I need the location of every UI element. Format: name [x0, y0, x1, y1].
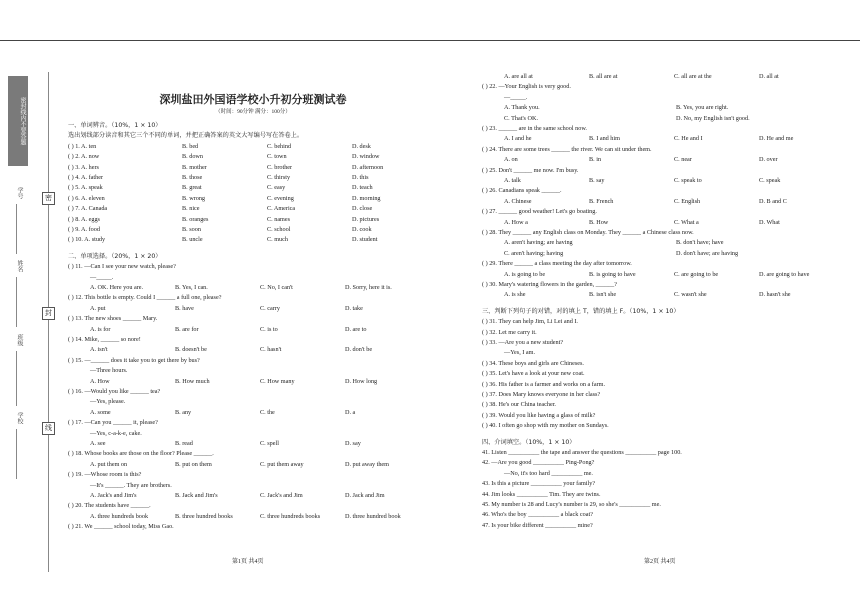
question-stem: ( ) 15. —______ does it take you to get there by bus?: [68, 356, 200, 364]
option-row: A. OK. Here you are. B. Yes, I can. C. No, I can't D. Sorry, here it is.: [90, 283, 392, 291]
seal-mark: 密: [42, 192, 55, 205]
list-item: ( ) 37. Does Mary knows everyone in her class?: [482, 391, 601, 398]
question-line: —Yes, please.: [90, 398, 126, 406]
seal-mark: 封: [42, 307, 55, 320]
option-row: A. put them on B. put on them C. put them away D. put away them: [90, 460, 389, 468]
phonics-list: [68, 142, 438, 246]
question-stem: ( ) 21. We ______ school today, Miss Gao.: [68, 523, 174, 531]
question-line: —Three hours.: [90, 367, 128, 375]
question-stem: ( ) 16. —Would you like ______ tea?: [68, 387, 161, 395]
no-answer-badge: 密封线内不要答题: [8, 76, 28, 166]
field-line: [16, 204, 17, 254]
question-stem: ( ) 23. ______ are in the same school now.: [482, 124, 587, 132]
option-row: A. on B. in C. near D. over: [504, 156, 778, 164]
preposition-list: [482, 448, 852, 531]
question-stem: ( ) 26. Canadians speak ______.: [482, 187, 562, 195]
option-row: A. some B. any C. the D. a: [90, 408, 356, 416]
list-item: 45. My number is 28 and Lucy's number is 29, so she's __________ me.: [482, 501, 661, 509]
page-2: [482, 72, 852, 531]
field-line: [16, 429, 17, 479]
section-instruction: 选出划线部分读音和其它三个不同的单词，并把正确答案的英文大写编号写在答卷上。: [68, 132, 304, 140]
field-name: 姓名: [16, 260, 23, 272]
question-stem: ( ) 28. They ______ any English class on Monday. They ______ a Chinese class now.: [482, 228, 694, 236]
question-stem: ( ) 30. Mary's watering flowers in the garden, ______?: [482, 280, 617, 288]
exam-title: 深圳盐田外国语学校小升初分班测试卷: [159, 93, 347, 106]
option-row: A. is for B. are for C. is to D. are to: [90, 325, 367, 333]
list-item: ( ) 40. I often go shop with my mother on Sundays.: [482, 422, 609, 430]
list-item: ( ) 32. Let me carry it.: [482, 328, 537, 336]
question-stem: ( ) 17. —Can you ______ it, please?: [68, 419, 158, 427]
option-row: A. Jack's and Jim's B. Jack and Jim's C. Jack's and Jim D. Jack and Jim: [90, 491, 385, 499]
choice-list: [68, 262, 438, 532]
question-row: ( ) 5. A. speak B. great C. easy D. teach: [68, 184, 373, 192]
question-line: —_____.: [504, 93, 528, 101]
option-row: C. aren't having; having D. don't have; are having: [504, 249, 739, 257]
list-item: —Yes, I am.: [504, 349, 535, 357]
option-row: A. put B. have C. carry D. take: [90, 304, 363, 312]
field-school: 学校: [16, 412, 23, 424]
question-line: —It's ______. They are brothers.: [90, 481, 172, 489]
option-row: A. I and he B. I and him C. He and I D. He and me: [504, 135, 794, 143]
list-item: ( ) 31. They can help Jim, Li Lei and I.: [482, 318, 578, 326]
option-row: A. How B. How much C. How many D. How long: [90, 377, 378, 385]
page-1: [68, 62, 438, 533]
binding-margin: [8, 72, 54, 572]
question-line: —_____.: [90, 273, 114, 281]
question-stem: ( ) 11. —Can I see your new watch, please?: [68, 263, 176, 271]
option-row: A. Thank you. B. Yes, you are right.: [504, 104, 729, 112]
option-row: A. is she B. isn't she C. wasn't she D. hasn't she: [504, 291, 791, 299]
question-row: ( ) 3. A. hers B. mother C. brother D. afternoon: [68, 163, 384, 171]
list-item: ( ) 33. —Are you a new student?: [482, 338, 564, 346]
page-number: 第1页 共4页: [232, 559, 264, 565]
field-class: 班级: [16, 334, 23, 346]
option-row: A. talk B. say C. speak to C. speak: [504, 176, 781, 184]
question-stem: ( ) 22. —Your English is very good.: [482, 83, 571, 91]
question-row: ( ) 6. A. eleven B. wrong C. evening D. morning: [68, 194, 381, 202]
field-line: [16, 351, 17, 406]
option-row: A. are all at B. all are at C. all are at the D. all at: [504, 73, 779, 80]
question-stem: ( ) 13. The new shoes ______ Mary.: [68, 315, 158, 323]
question-stem: ( ) 29. There ______ a class meeting the day after tomorrow.: [482, 260, 632, 268]
question-stem: ( ) 25. Don't ______ me now. I'm busy.: [482, 166, 579, 174]
list-item: 43. Is this a picture __________ your family?: [482, 480, 596, 488]
question-row: ( ) 8. A. eggs B. oranges C. names D. pictures: [68, 215, 380, 223]
list-item: ( ) 38. He's our China teacher.: [482, 401, 556, 409]
exam-subtitle: （时间：90分钟 满分：100分）: [215, 109, 291, 115]
section-heading: 四、介词填空。（10%，1 × 10）: [482, 438, 576, 446]
question-stem: ( ) 27. ______ good weather! Let's go boating.: [482, 208, 597, 216]
page-number: 第2页 共4页: [644, 559, 676, 565]
question-stem: ( ) 12. This bottle is empty. Could I ______ a full one, please?: [68, 294, 222, 302]
list-item: ( ) 36. His father is a farmer and works on a farm.: [482, 380, 606, 388]
list-item: ( ) 39. Would you like having a glass of milk?: [482, 411, 596, 419]
list-item: 46. Who's the boy __________ a black coat?: [482, 511, 593, 519]
true-false-list: [482, 317, 852, 431]
list-item: 42. —Are you good __________ Ping-Pong?: [482, 459, 595, 467]
section-heading: 二、单项选择。（20%，1 × 20）: [68, 252, 162, 260]
question-stem: ( ) 14. Mike, ______ so nore!: [68, 335, 141, 343]
option-row: C. That's OK. D. No, my English isn't good.: [504, 114, 750, 122]
question-row: ( ) 7. A. Canada B. nice C. America D. close: [68, 205, 373, 213]
question-stem: ( ) 19. —Whose room is this?: [68, 471, 142, 479]
option-row: A. isn't B. doesn't be C. hasn't D. don't be: [90, 346, 373, 354]
option-row: A. aren't having; are having B. don't have; have: [504, 239, 724, 247]
option-row: A. Chinese B. French C. English D. B and C: [504, 197, 787, 205]
list-item: 44. Jim looks __________ Tim. They are twins.: [482, 490, 601, 498]
question-row: ( ) 9. A. food B. soon C. school D. cook: [68, 225, 372, 233]
option-row: A. see B. read C. spell D. say: [90, 439, 361, 447]
question-row: ( ) 4. A. father B. those C. thirsty D. this: [68, 173, 369, 181]
question-row: ( ) 1. A. ten B. bed C. behind D. desk: [68, 142, 371, 150]
section-heading: 一、单词辨音。（10%，1 × 10）: [68, 122, 162, 129]
list-item: —No, it's too hard __________ me.: [504, 469, 593, 477]
list-item: 41. Listen __________ the tape and answer the questions __________ page 100.: [482, 449, 682, 457]
option-row: A. three hundreds book B. three hundred books C. three hundreds books D. three hundred book: [90, 512, 401, 520]
question-line: —Yes, c-a-k-e, cake.: [90, 429, 142, 437]
question-row: ( ) 2. A. now B. down C. town D. window: [68, 153, 380, 161]
question-stem: ( ) 18. Whose books are those on the floor? Please ______.: [68, 450, 214, 458]
list-item: ( ) 35. Let's have a look at your new coat.: [482, 370, 585, 378]
field-student-number: 学号: [16, 187, 23, 199]
section-heading: 三、判断下列句子的对错，对的填上 T，错的填上 F。（10%，1 × 10）: [482, 307, 680, 315]
seal-mark: 线: [42, 422, 55, 435]
list-item: ( ) 34. These boys and girls are Chineses.: [482, 359, 584, 367]
option-row: A. How a B. How C. What a D. What: [504, 218, 780, 226]
top-rule: [0, 40, 860, 41]
seal-line: [48, 72, 49, 572]
question-stem: ( ) 20. The students have ______.: [68, 502, 151, 510]
question-stem: ( ) 24. There are some trees ______ the river. We can sit under them.: [482, 145, 652, 153]
option-row: A. is going to be B. is going to have C. are going to be D. are going to have: [504, 270, 810, 278]
list-item: 47. Is your bike different __________ mine?: [482, 521, 593, 529]
field-line: [16, 277, 17, 327]
question-row: ( ) 10. A. study B. uncle C. much D. student: [68, 236, 378, 244]
